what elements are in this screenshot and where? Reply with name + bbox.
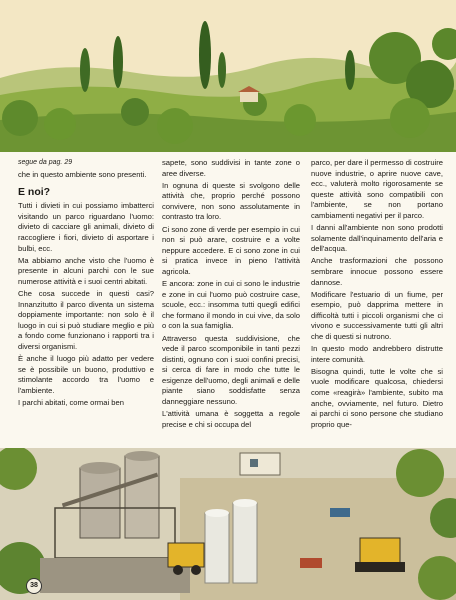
bulldozer [360,538,400,564]
cypress-tree [218,52,226,88]
paragraph: Modificare l'estuario di un fiume, per esempio, può dapprima mettere in difficoltà tutti i piccoli organismi che ci vivono e successivamente tutti gli altri che di questi si nutrono. [311,289,443,341]
paragraph: che in questo ambiente sono presenti. [18,170,147,180]
white-tank-top [205,509,229,517]
paragraph: Tutti i divieti in cui possiamo imbatterci visitando un parco riguardano l'uomo: divieto di cacciare gli animali, divieto di raccogliere i fiori, divieto di asportare i bulbi, ecc. [18,201,154,253]
tree [284,104,316,136]
tree [44,108,76,140]
bulldozer-track [355,562,405,572]
paragraph: I danni all'ambiente non sono prodotti solamente dall'inquinamento dell'aria e dell'acqua. [311,223,443,254]
silo-top [125,451,159,461]
tree [2,100,38,136]
paragraph: Anche trasformazioni che possono sembrare innocue possono essere dannose. [311,256,443,287]
shed-window [250,459,258,467]
page-number: 38 [26,578,42,594]
paragraph: L'attività umana è soggetta a regole precise e chi si occupa del [162,409,300,429]
farmhouse [240,92,258,102]
continued-note: segue da pag. 29 [18,159,73,166]
shed [240,453,280,475]
industrial-site-illustration [0,448,456,600]
white-tank-top [233,499,257,507]
paragraph: Ma abbiamo anche visto che l'uomo è presente in alcuni parchi con le sue numerose attività e i suoi centri abitati. [18,255,154,286]
truck [168,543,204,567]
paragraph: I parchi abitati, come ormai ben [18,397,124,407]
paragraph: In ognuna di queste si svolgono delle attività che, proprio perché possono convivere, non sono assolutamente in contrasto tra loro. [162,180,300,222]
tree [390,98,430,138]
paragraph: È anche il luogo più adatto per vedere se è possibile un buono, produttivo e stimolante accordo tra l'uomo e l'ambiente. [18,354,154,395]
text-column-2 [162,158,300,432]
paragraph: E ancora: zone in cui ci sono le industrie e zone in cui l'uomo può costruire case, scuole, ecc.: insomma tutti quegli edifici che formano il mondo in cui vive, da solo o con la sua famiglia. [162,279,300,331]
paragraph: In questo modo andrebbero distrutte intere comunità. [311,344,443,364]
white-tank [233,503,257,583]
text-column-3 [311,158,443,432]
paragraph: parco, per dare il permesso di costruire nuove industrie, o aprire nuove cave, ecc., valuterà molto rigorosamente se queste attività sono compatibili con l'ambiente, se non portano cambiamenti negativi per il parco. [311,158,443,220]
cypress-tree [80,48,90,92]
cypress-tree [199,21,211,89]
text-column-1 [18,158,154,410]
silo-top [80,462,120,474]
landscape-illustration [0,0,456,152]
silo [125,456,159,538]
cypress-tree [345,50,355,90]
paragraph: Attraverso questa suddivisione, che vede il parco scomponibile in tanti pezzi distinti, ognuno con i suoi confini precisi, si cerca di fare in modo che tutte le esigenze dell'uomo, degli animali e delle piante siano soddisfatte senza danneggiare nessuno. [162,333,300,407]
car [300,558,322,568]
car [330,508,350,517]
cypress-tree [113,36,123,88]
tree [157,108,193,144]
silo [80,468,120,538]
paragraph: Ci sono zone di verde per esempio in cui non si può arare, costruire e a volte neppure accedere. E ci sono zone in cui si pratica invece in pieno l'attività agricola. [162,224,300,276]
tree [396,449,444,497]
paragraph: Bisogna quindi, tutte le volte che si vuole modificare qualcosa, chiedersi come «reagirà» l'ambiente, subito ma anche, ovviamente, nel futuro. Dietro ai parchi ci sono persone che studiano proprio que- [311,366,443,429]
white-tank [205,513,229,583]
section-heading: E noi? [18,185,51,198]
truck-wheel [191,565,201,575]
truck-wheel [173,565,183,575]
paragraph: Che cosa succede in questi casi? Innanzitutto il parco diventa un sistema doppiamente importante: non solo è il luogo in cui si può studiare meglio e più a fondo come funzionano i rapporti tra i diversi organismi. [18,289,154,351]
paragraph: sapete, sono suddivisi in tante zone o aree diverse. [162,158,300,178]
tree [121,98,149,126]
